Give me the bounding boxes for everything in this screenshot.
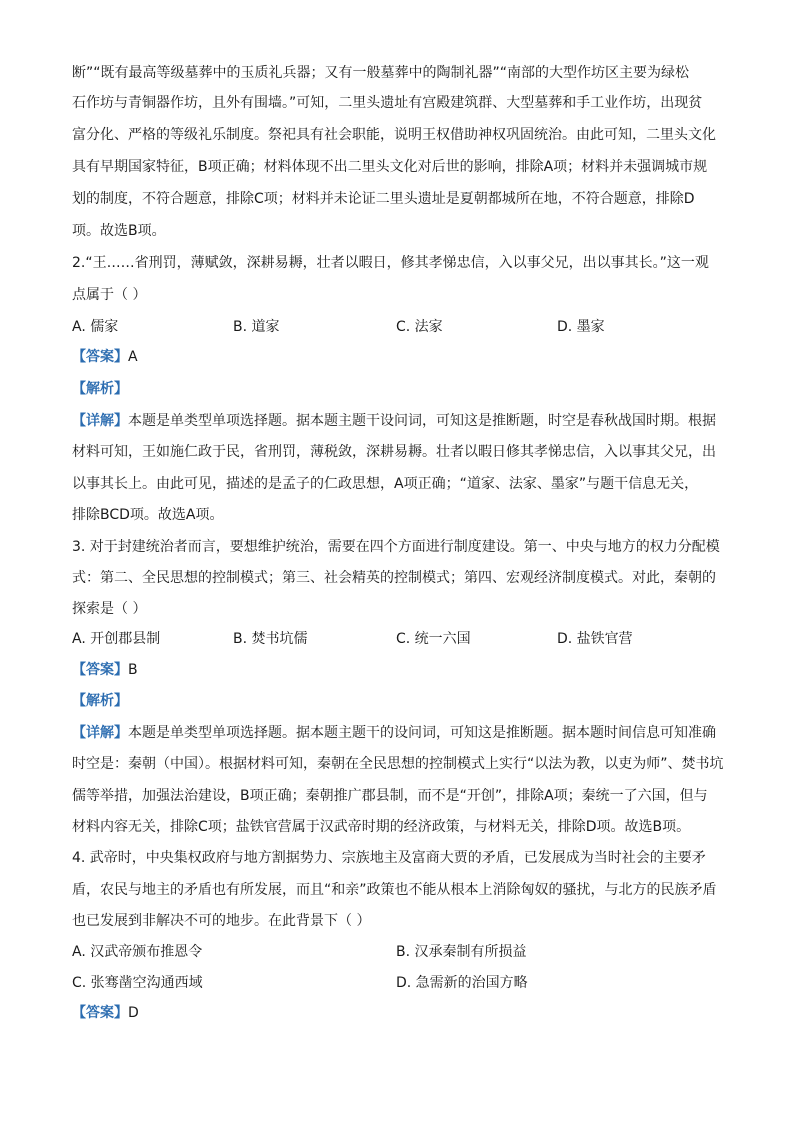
answer-tag: 【答案】 (72, 1005, 128, 1021)
q2-detail-line (72, 412, 716, 430)
q4-option-d: D. 急需新的治国方略 (396, 975, 528, 991)
detail-tag: 【详解】 (72, 725, 128, 741)
intro-line: 项。故选B项。 (72, 223, 166, 239)
intro-line: 石作坊与青铜器作坊，且外有围墙。”可知，二里头遗址有宫殿建筑群、大型墓葬和手工业作坊，出现贫 (72, 95, 703, 111)
answer-value: B (128, 662, 138, 678)
q3-option-d: D. 盐铁官营 (557, 631, 633, 647)
answer-tag: 【答案】 (72, 662, 128, 678)
answer-value: A (128, 349, 138, 365)
detail-tag: 【详解】 (72, 413, 128, 429)
q2-option-d: D. 墨家 (557, 319, 605, 335)
q3-detail-line (72, 724, 716, 742)
q4-option-c: C. 张骞凿空沟通西域 (72, 975, 203, 991)
q3-detail-line: 材料内容无关，排除C项；盐铁官营属于汉武帝时期的经济政策，与材料无关，排除D项。故选B项。 (72, 819, 691, 835)
q3-detail-line: 时空是：秦朝（中国）。根据材料可知，秦朝在全民思想的控制模式上实行“以法为教，以吏为师”、焚书坑 (72, 756, 724, 772)
q4-stem-line: 也已发展到非解决不可的地步。在此背景下（ ） (72, 913, 371, 929)
q3-option-b: B. 焚书坑儒 (233, 631, 308, 647)
q2-detail-line: 以事其长上。由此可见，描述的是孟子的仁政思想，A项正确；“道家、法家、墨家”与题干信息无关， (72, 476, 699, 492)
detail-text: 本题是单类型单项选择题。据本题主题干的设问词，可知这是推断题。据本题时间信息可知准确 (128, 725, 716, 741)
q3-stem-line: 式：第二、全民思想的控制模式；第三、社会精英的控制模式；第四、宏观经济制度模式。对此，秦朝的 (72, 570, 716, 586)
q3-stem-line: 3. 对于封建统治者而言，要想维护统治，需要在四个方面进行制度建设。第一、中央与地方的权力分配模 (72, 539, 720, 555)
q3-detail-line: 儒等举措，加强法治建设，B项正确；秦朝推广郡县制，而不是“开创”，排除A项；秦统一了六国，但与 (72, 788, 708, 804)
q3-analysis (72, 692, 128, 710)
q2-analysis (72, 380, 128, 398)
detail-text: 本题是单类型单项选择题。据本题主题干设问词，可知这是推断题，时空是春秋战国时期。根据 (128, 413, 716, 429)
intro-line: 断”“既有最高等级墓葬中的玉质礼兵器；又有一般墓葬中的陶制礼器”“南部的大型作坊区主要为绿松 (72, 65, 690, 81)
q2-detail-line: 排除BCD项。故选A项。 (72, 507, 224, 523)
intro-line: 具有早期国家特征，B项正确；材料体现不出二里头文化对后世的影响，排除A项；材料并未强调城市规 (72, 159, 708, 175)
q4-option-a: A. 汉武帝颁布推恩令 (72, 944, 203, 960)
analysis-tag: 【解析】 (72, 693, 128, 709)
q4-option-b: B. 汉承秦制有所损益 (396, 944, 527, 960)
q2-stem-line: 点属于（ ） (72, 287, 147, 303)
analysis-tag: 【解析】 (72, 381, 128, 397)
intro-line: 富分化、严格的等级礼乐制度。祭祀具有社会职能，说明王权借助神权巩固统治。由此可知，二里头文化 (72, 127, 716, 143)
answer-value: D (128, 1005, 139, 1021)
q2-option-c: C. 法家 (396, 319, 443, 335)
q3-option-c: C. 统一六国 (396, 631, 471, 647)
q2-option-b: B. 道家 (233, 319, 280, 335)
q4-answer (72, 1004, 139, 1022)
q2-option-a: A. 儒家 (72, 319, 119, 335)
answer-tag: 【答案】 (72, 349, 128, 365)
q2-detail-line: 材料可知，王如施仁政于民，省刑罚，薄税敛，深耕易耨。壮者以暇日修其孝悌忠信，入以事其父兄，出 (72, 444, 716, 460)
q3-answer (72, 661, 138, 679)
q4-stem-line: 4. 武帝时，中央集权政府与地方割据势力、宗族地主及富商大贾的矛盾，已发展成为当时社会的主要矛 (72, 850, 706, 866)
q3-option-a: A. 开创郡县制 (72, 631, 161, 647)
intro-line: 划的制度，不符合题意，排除C项；材料并未论证二里头遗址是夏朝都城所在地，不符合题意，排除D (72, 191, 695, 207)
q4-stem-line: 盾，农民与地主的矛盾也有所发展，而且“和亲”政策也不能从根本上消除匈奴的骚扰，与北方的民族矛盾 (72, 882, 717, 898)
q2-stem-line: 2.“王……省刑罚，薄赋敛，深耕易耨，壮者以暇日，修其孝悌忠信，入以事父兄，出以事其长。”这一观 (72, 255, 709, 271)
q3-stem-line: 探索是（ ） (72, 601, 147, 617)
q2-answer (72, 348, 138, 366)
